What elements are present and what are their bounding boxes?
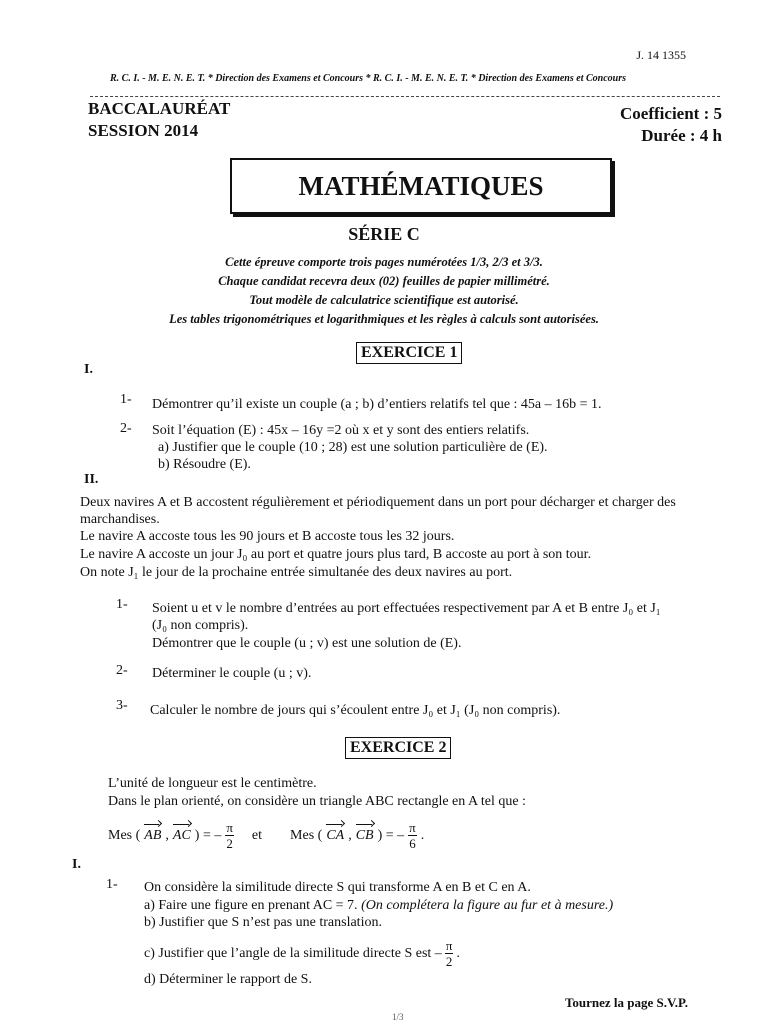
instruction-line: Tout modèle de calculatrice scientifique est autorisé. (249, 293, 519, 307)
measure-equals: ) = – (194, 828, 222, 843)
fraction-denominator: 2 (226, 836, 233, 851)
vector-ac: AC (172, 828, 191, 843)
ministry-header-line: R. C. I. - M. E. N. E. T. * Direction des Examens et Concours * R. C. I. - M. E. N. E. T. * Direction des Examens et Concours (110, 73, 626, 84)
question-number: 1- (116, 597, 128, 612)
fraction (445, 938, 454, 969)
sub-question-note: (On complétera la figure au fur et à mesure.) (361, 898, 614, 913)
instruction-line: Cette épreuve comporte trois pages numérotées 1/3, 2/3 et 3/3. (225, 255, 543, 269)
problem-line: L’unité de longueur est le centimètre. (108, 776, 317, 791)
serie-label: SÉRIE C (348, 224, 420, 244)
measure-prefix: Mes ( (108, 828, 141, 843)
measure-equals: ) = – (377, 828, 405, 843)
exam-meta (620, 103, 722, 147)
question-number: 3- (116, 698, 128, 713)
exercise-2-title: EXERCICE 2 (345, 737, 451, 759)
problem-paragraph: Deux navires A et B accostent régulièrement et périodiquement dans un port pour décharger et charger des marchandises. (80, 495, 676, 527)
part-i-label: I. (84, 362, 93, 377)
vector-ab: AB (144, 828, 162, 843)
question-text: Déterminer le couple (u ; v). (152, 666, 312, 681)
vector-cb: CB (355, 828, 374, 843)
comma: , (348, 828, 352, 843)
question-text: Calculer le nombre de jours qui s’écoulent entre J₀ et J₁ (J₀ non compris). (150, 703, 561, 718)
measure-prefix: Mes ( (290, 828, 323, 843)
exam-instructions (0, 253, 768, 329)
problem-line: Dans le plan orienté, on considère un triangle ABC rectangle en A tel que : (108, 794, 526, 809)
period: . (456, 946, 460, 961)
instruction-line: Les tables trigonométriques et logarithmiques et les règles à calculs sont autorisées. (169, 312, 599, 326)
angle-measure-row (108, 820, 424, 851)
fraction-numerator: π (226, 820, 233, 835)
comma: , (165, 828, 169, 843)
vector-ca: CA (326, 828, 345, 843)
coefficient-label: Coefficient : 5 (620, 104, 722, 123)
problem-line: Le navire A accoste tous les 90 jours et B accoste tous les 32 jours. (80, 529, 455, 544)
question-text: Démontrer qu’il existe un couple (a ; b) d’entiers relatifs tel que : 45a – 16b = 1. (152, 397, 602, 412)
sub-question-text: b) Justifier que S n’est pas une translation. (144, 915, 382, 930)
turn-page-note: Tournez la page S.V.P. (564, 995, 688, 1010)
document-code: J. 14 1355 (636, 48, 686, 62)
question-number: 1- (106, 877, 118, 892)
and-word: et (251, 828, 263, 843)
duration-label: Durée : 4 h (641, 126, 722, 145)
question-text: Soient u et v le nombre d’entrées au port effectuées respectivement par A et B entre J₀ et J₁ (152, 601, 661, 616)
header-divider (90, 96, 720, 97)
sub-question-main: c) Justifier que l’angle de la similitude directe S est – (144, 946, 442, 961)
sub-question-text: d) Déterminer le rapport de S. (144, 972, 312, 987)
sub-question-text: a) Justifier que le couple (10 ; 28) est une solution particulière de (E). (158, 440, 548, 455)
instruction-line: Chaque candidat recevra deux (02) feuilles de papier millimétré. (218, 274, 550, 288)
problem-line: On note J₁ le jour de la prochaine entrée simultanée des deux navires au port. (80, 565, 513, 580)
part-i-label: I. (72, 857, 81, 872)
question-text: On considère la similitude directe S qui transforme A en B et C en A. (144, 880, 531, 895)
question-number: 1- (120, 392, 132, 407)
question-text: Soit l’équation (E) : 45x – 16y =2 où x et y sont des entiers relatifs. (152, 423, 530, 438)
sub-question-text: b) Résoudre (E). (158, 457, 251, 472)
subject-title-box (230, 158, 612, 214)
baccalaureat-label: BACCALAURÉAT (88, 99, 231, 118)
period: . (420, 828, 425, 843)
sub-question-text (144, 897, 613, 914)
subject-title: MATHÉMATIQUES (298, 170, 544, 201)
question-text: (J₀ non compris). (152, 618, 249, 633)
sub-question-text (144, 938, 460, 969)
fraction-numerator: π (445, 938, 453, 953)
exercise-1-title: EXERCICE 1 (356, 342, 462, 364)
fraction (408, 820, 417, 851)
sub-question-main: a) Faire une figure en prenant AC = 7. (144, 898, 362, 913)
question-text: Démontrer que le couple (u ; v) est une solution de (E). (152, 636, 462, 651)
page-number: 1/3 (392, 1012, 404, 1022)
session-label: SESSION 2014 (88, 121, 199, 140)
question-number: 2- (116, 663, 128, 678)
fraction-denominator: 6 (409, 836, 416, 851)
problem-line: Le navire A accoste un jour J₀ au port et quatre jours plus tard, B accoste au port à son tour. (80, 547, 592, 562)
fraction-numerator: π (409, 820, 416, 835)
exam-info (88, 98, 230, 142)
part-ii-label: II. (84, 472, 99, 487)
fraction (225, 820, 234, 851)
question-number: 2- (120, 421, 132, 436)
fraction-denominator: 2 (445, 954, 453, 969)
